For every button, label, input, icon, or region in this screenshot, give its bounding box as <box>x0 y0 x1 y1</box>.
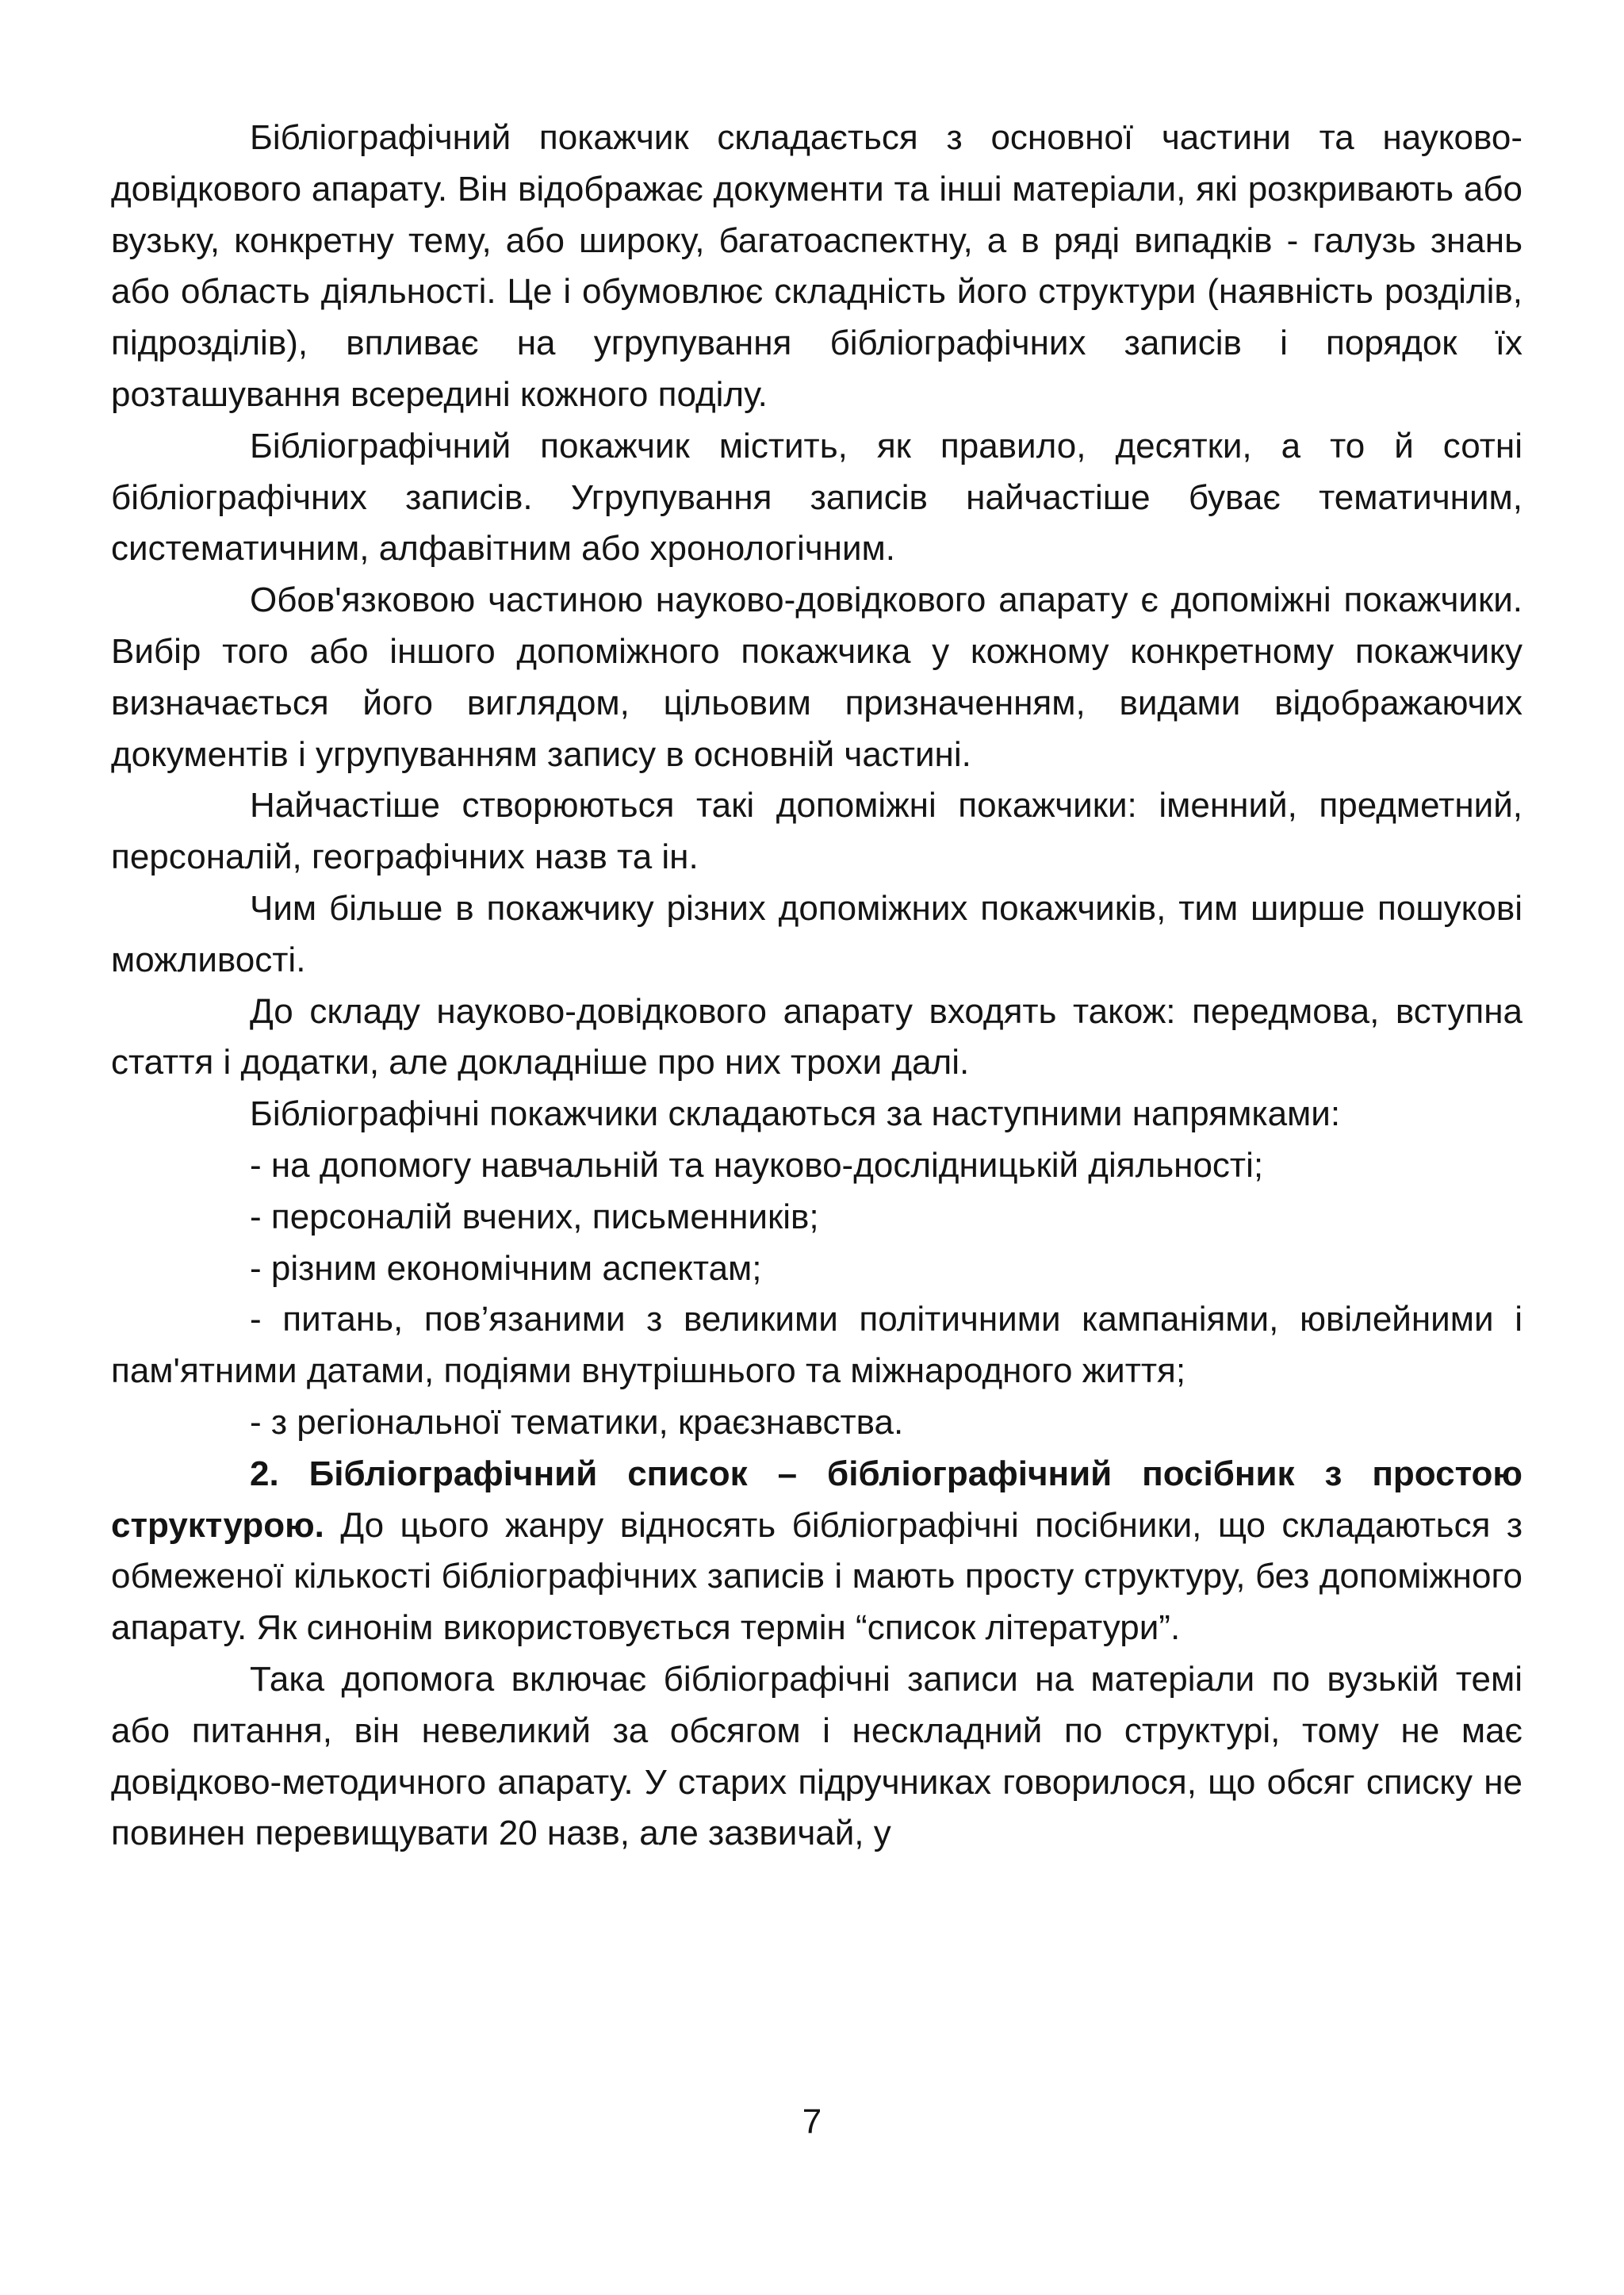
list-item: - персоналій вчених, письменників; <box>250 1197 819 1236</box>
paragraph-common-indexes: Найчастіше створюються такі допоміжні покажчики: іменний, предметний, персоналій, географічних назв та ін. <box>111 786 1522 877</box>
section-paragraph-bibliographic-list <box>111 1449 1522 1654</box>
document-body <box>111 113 1522 1860</box>
list-item: - питань, пов’язаними з великими політичними кампаніями, ювілейними і пам'ятними датами, подіями внутрішнього та міжнародного життя; <box>111 1300 1522 1391</box>
section-text: До цього жанру відносять бібліографічні посібники, що складаються з обмеженої кількості бібліографічних записів і мають просту структуру, без допоміжного апарату. Як синонім використовується термін “список літератури”. <box>111 1505 1522 1648</box>
section-heading: 2. Бібліографічний список – бібліографічний посібник з простою структурою. <box>111 1454 1522 1545</box>
paragraph-apparatus-composition: До складу науково-довідкового апарату входять також: передмова, вступна стаття і додатки, але докладніше про них трохи далі. <box>111 991 1522 1082</box>
page-number: 7 <box>802 2102 822 2141</box>
directions-list <box>111 1140 1522 1449</box>
list-item: - з регіональної тематики, краєзнавства. <box>250 1402 904 1442</box>
paragraph-directions-intro: Бібліографічні покажчики складаються за наступними напрямками: <box>250 1094 1341 1134</box>
list-item: - на допомогу навчальній та науково-дослідницькій діяльності; <box>250 1145 1264 1185</box>
list-item: - різним економічним аспектам; <box>250 1248 762 1288</box>
paragraph-index-records: Бібліографічний покажчик містить, як правило, десятки, а то й сотні бібліографічних записів. Угрупування записів найчастіше буває тематичним, систематичним, алфавітним або хронологічним. <box>111 426 1522 569</box>
paragraph-auxiliary-indexes: Обов'язковою частиною науково-довідкового апарату є допоміжні покажчики. Вибір того або іншого допоміжного покажчика у кожному конкретному покажчику визначається його виглядом, цільовим призначенням, видами відображаючих документів і угрупуванням запису в основній частині. <box>111 580 1522 774</box>
paragraph-search-possibilities: Чим більше в покажчику різних допоміжних покажчиків, тим ширше пошукові можливості. <box>111 888 1522 979</box>
paragraph-list-description: Така допомога включає бібліографічні записи на матеріали по вузькій темі або питання, він невеликий за обсягом і нескладний по структурі, тому не має довідково-методичного апарату. У старих підручниках говорилося, що обсяг списку не повинен перевищувати 20 назв, але зазвичай, у <box>111 1659 1522 1853</box>
paragraph-index-structure: Бібліографічний покажчик складається з основної частини та науково-довідкового апарату. Він відображає документи та інші матеріали, які розкривають або вузьку, конкретну тему, або широку, багатоаспектну, а в ряді випадків - галузь знань або область діяльності. Це і обумовлює складність його структури (наявність розділів, підрозділів), впливає на угрупування бібліографічних записів і порядок їх розташування всередині кожного поділу. <box>111 118 1522 414</box>
